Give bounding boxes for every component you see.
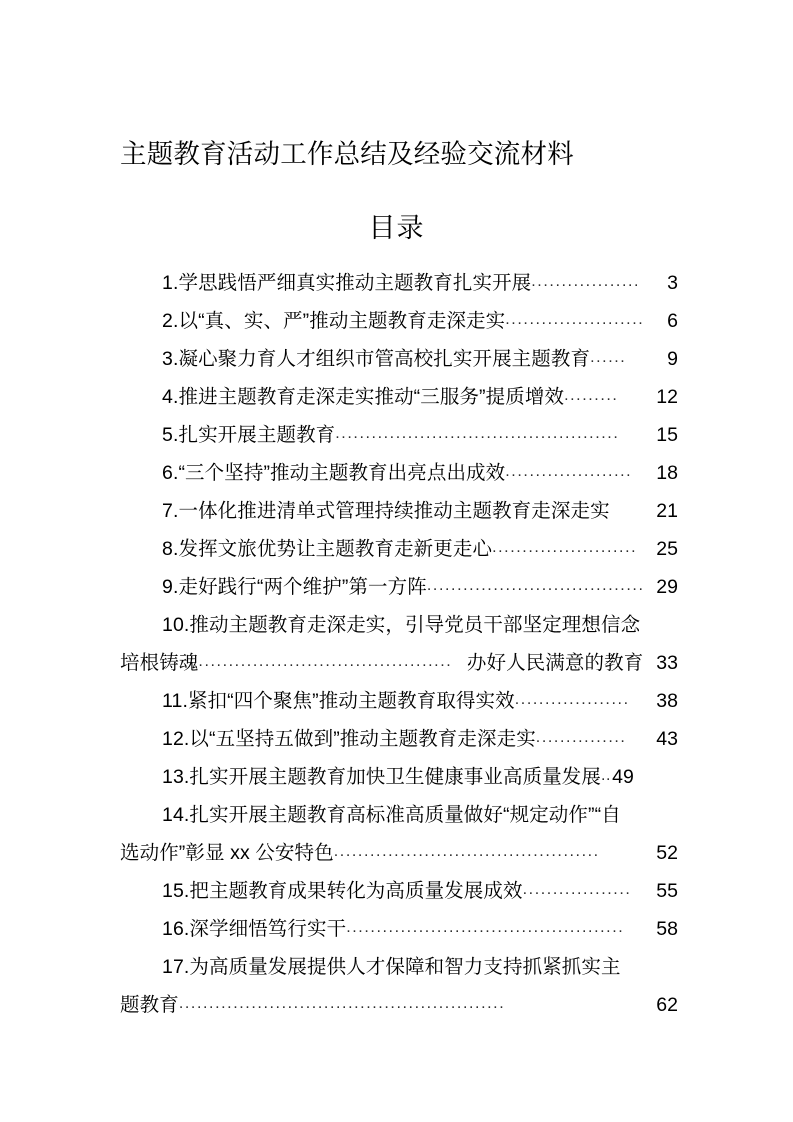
toc-page-number: 52 bbox=[656, 842, 678, 864]
toc-entry[interactable] bbox=[120, 682, 678, 720]
toc-dot-leader: ...... bbox=[590, 349, 627, 366]
toc-entry[interactable] bbox=[120, 264, 678, 302]
toc-dot-leader: .. bbox=[601, 767, 612, 784]
toc-entry[interactable] bbox=[120, 340, 678, 378]
toc-entry-line bbox=[120, 834, 678, 872]
toc-entry-title: 14.扎实开展主题教育高标准高质量做好“规定动作”“自 bbox=[162, 804, 621, 826]
toc-page-number: 38 bbox=[656, 690, 678, 712]
toc-entry-line bbox=[120, 492, 678, 530]
toc-page-number: 33 bbox=[656, 652, 678, 674]
toc-page-number: 29 bbox=[656, 576, 678, 598]
toc-entry[interactable] bbox=[120, 302, 678, 340]
toc-entry[interactable] bbox=[120, 758, 678, 796]
toc-entry-title: 12.以“五坚持五做到”推动主题教育走深走实 bbox=[162, 728, 536, 750]
toc-dot-leader: ...................................................... bbox=[178, 995, 506, 1012]
toc-entry-title: 13.扎实开展主题教育加快卫生健康事业高质量发展 bbox=[162, 766, 602, 788]
toc-dot-leader: .................. bbox=[522, 881, 632, 898]
toc-dot-leader: .............................................. bbox=[346, 919, 625, 936]
toc-entry-title-continued: 题教育 bbox=[120, 994, 179, 1016]
toc-entry-line bbox=[120, 682, 678, 720]
toc-page-number: 3 bbox=[667, 272, 678, 294]
toc-entry-title: 1.学思践悟严细真实推动主题教育扎实开展 bbox=[162, 272, 532, 294]
toc-entry[interactable] bbox=[120, 416, 678, 454]
toc-entry-title-continued: 培根铸魂 bbox=[120, 652, 199, 674]
toc-entry-line bbox=[120, 530, 678, 568]
toc-entry[interactable] bbox=[120, 454, 678, 492]
toc-page-number: 62 bbox=[656, 994, 678, 1016]
toc-dot-leader: ............................................... bbox=[335, 425, 620, 442]
toc-entry[interactable] bbox=[120, 530, 678, 568]
toc-dot-leader: .................................... bbox=[426, 577, 645, 594]
toc-entry[interactable] bbox=[120, 606, 678, 682]
toc-entry[interactable] bbox=[120, 796, 678, 872]
page-title: 主题教育活动工作总结及经验交流材料 bbox=[120, 139, 574, 169]
toc-dot-leader: ........................ bbox=[492, 539, 638, 556]
toc-entry-title-continued: 选动作”彰显 xx 公安特色 bbox=[120, 842, 334, 864]
toc-entry[interactable] bbox=[120, 568, 678, 606]
toc-dot-leader: ......... bbox=[564, 387, 619, 404]
toc-page-number: 43 bbox=[656, 728, 678, 750]
toc-entry[interactable] bbox=[120, 948, 678, 1024]
toc-entry-title: 3.凝心聚力育人才组织市管高校扎实开展主题教育 bbox=[162, 348, 591, 370]
toc-entry-line bbox=[120, 340, 678, 378]
toc-page-number: 25 bbox=[656, 538, 678, 560]
toc-heading: 目录 bbox=[368, 213, 425, 243]
toc-entry-line bbox=[120, 910, 678, 948]
toc-entry-title-tail: 办好人民满意的教育 bbox=[466, 652, 644, 674]
toc-entry-line bbox=[120, 264, 678, 302]
toc-entry-title: 6.“三个坚持”推动主题教育出亮点出成效 bbox=[162, 462, 506, 484]
toc-page-number: 55 bbox=[656, 880, 678, 902]
toc-dot-leader: .......................................... bbox=[198, 653, 453, 670]
toc-dot-leader: .................. bbox=[531, 273, 641, 290]
toc-entry-title: 10.推动主题教育走深走实，引导党员干部坚定理想信念 bbox=[162, 614, 641, 636]
toc-entry-title: 7.一体化推进清单式管理持续推动主题教育走深走实 bbox=[162, 500, 610, 522]
toc-page-number: 49 bbox=[612, 766, 634, 788]
toc-entry[interactable] bbox=[120, 492, 678, 530]
table-of-contents bbox=[120, 264, 678, 1024]
toc-entry-line bbox=[120, 568, 678, 606]
toc-entry-line bbox=[120, 872, 678, 910]
toc-page-number: 58 bbox=[656, 918, 678, 940]
toc-entry-line bbox=[120, 720, 678, 758]
toc-page-number: 12 bbox=[656, 386, 678, 408]
toc-entry-title: 8.发挥文旅优势让主题教育走新更走心 bbox=[162, 538, 493, 560]
toc-entry-line bbox=[120, 454, 678, 492]
toc-entry-title: 17.为高质量发展提供人才保障和智力支持抓紧抓实主 bbox=[162, 956, 621, 978]
toc-entry-line bbox=[120, 416, 678, 454]
toc-dot-leader: ..................... bbox=[505, 463, 633, 480]
toc-entry-title: 5.扎实开展主题教育 bbox=[162, 424, 336, 446]
toc-entry-line bbox=[120, 758, 678, 796]
toc-entry-line bbox=[120, 986, 678, 1024]
toc-entry[interactable] bbox=[120, 720, 678, 758]
toc-entry-line bbox=[120, 796, 678, 834]
toc-entry-title: 15.把主题教育成果转化为高质量发展成效 bbox=[162, 880, 523, 902]
toc-page-number: 21 bbox=[656, 500, 678, 522]
toc-dot-leader: ................... bbox=[514, 691, 630, 708]
toc-entry-title: 2.以“真、实、严”推动主题教育走深走实 bbox=[162, 310, 506, 332]
toc-page-number: 18 bbox=[656, 462, 678, 484]
toc-entry-line bbox=[120, 644, 678, 682]
toc-entry-line bbox=[120, 606, 678, 644]
toc-entry-line bbox=[120, 378, 678, 416]
toc-page-number: 15 bbox=[656, 424, 678, 446]
toc-entry[interactable] bbox=[120, 910, 678, 948]
toc-entry-title: 16.深学细悟笃行实干 bbox=[162, 918, 347, 940]
toc-page-number: 9 bbox=[667, 348, 678, 370]
toc-dot-leader: ............................................ bbox=[333, 843, 600, 860]
toc-page-number: 6 bbox=[667, 310, 678, 332]
toc-entry-title: 4.推进主题教育走深走实推动“三服务”提质增效 bbox=[162, 386, 565, 408]
toc-entry-title: 11.紧扣“四个聚焦”推动主题教育取得实效 bbox=[162, 690, 515, 712]
toc-entry-line bbox=[120, 302, 678, 340]
toc-entry-line bbox=[120, 948, 678, 986]
toc-entry[interactable] bbox=[120, 872, 678, 910]
toc-dot-leader: ............... bbox=[535, 729, 627, 746]
toc-entry[interactable] bbox=[120, 378, 678, 416]
toc-entry-title: 9.走好践行“两个维护”第一方阵 bbox=[162, 576, 427, 598]
toc-dot-leader: ....................... bbox=[505, 311, 645, 328]
